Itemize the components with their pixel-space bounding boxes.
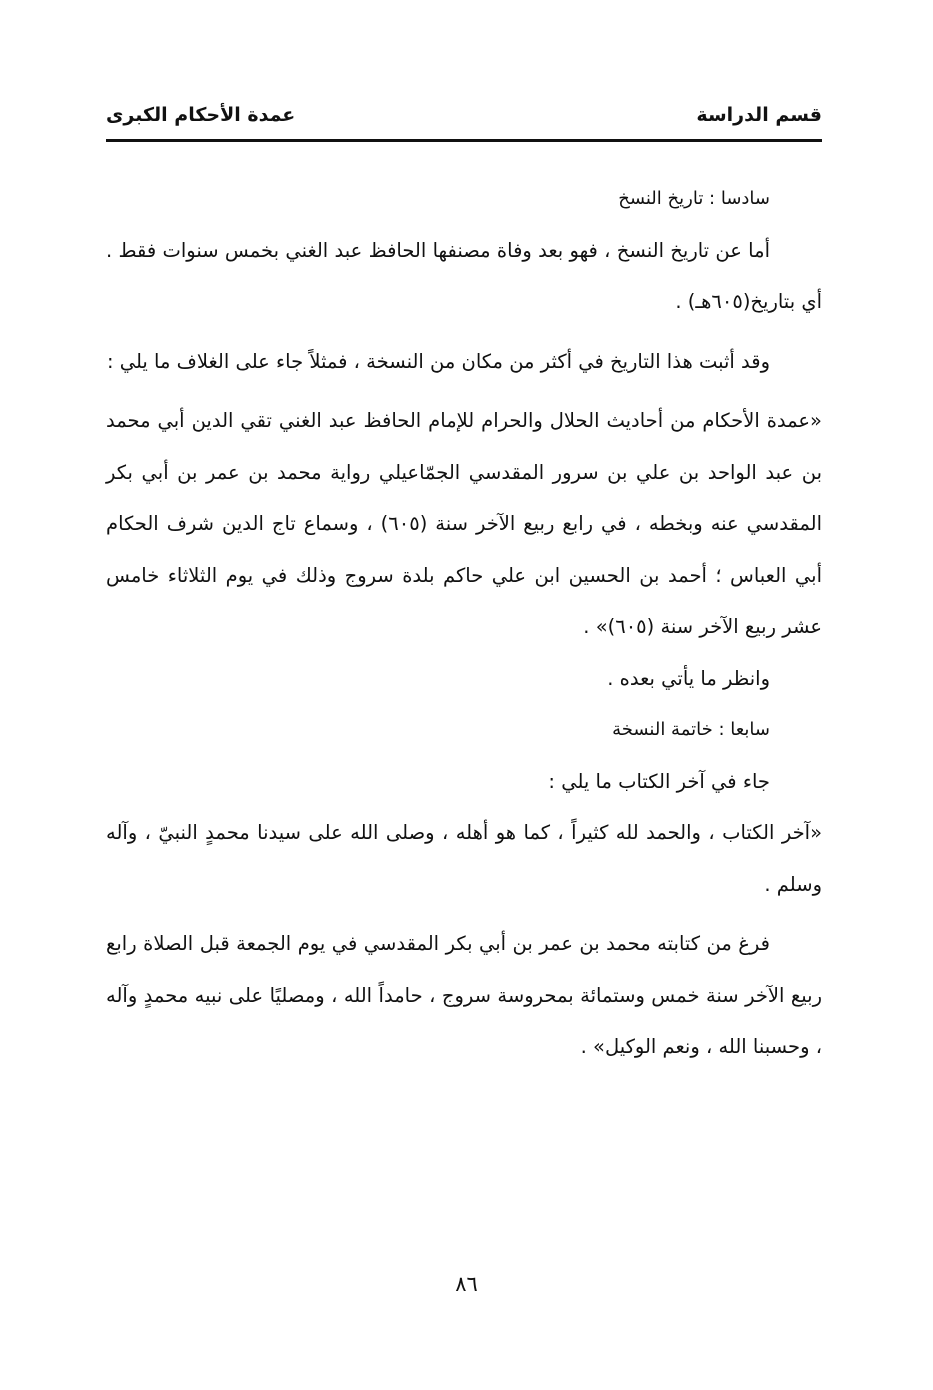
paragraph-colophon-intro: جاء في آخر الكتاب ما يلي :: [548, 769, 770, 793]
paragraph-copy-date: أما عن تاريخ النسخ ، فهو بعد وفاة مصنفها الحافظ عبد الغني بخمس سنوات فقط . أي بتاريخ(٦٠٥هـ) .: [106, 238, 822, 313]
paragraph-colophon-scribe: فرغ من كتابته محمد بن عمر بن أبي بكر المقدسي في يوم الجمعة قبل الصلاة رابع ربيع الآخر سنة خمس وستمائة بمحروسة سروج ، حامداً الله ، ومصليًا على نبيه محمدٍ وآله ، وحسبنا الله ، ونعم الوكيل» .: [106, 932, 822, 1058]
quote-colophon-text: «آخر الكتاب ، والحمد لله كثيراً ، كما هو أهله ، وصلى الله على سيدنا محمدٍ النبيّ ، وآله وسلم .: [106, 821, 822, 896]
running-header: [106, 100, 822, 138]
section-title: قسم الدراسة: [696, 104, 822, 126]
heading-colophon: سابعا : خاتمة النسخة: [612, 719, 770, 740]
quote-cover-text: «عمدة الأحكام من أحاديث الحلال والحرام للإمام الحافظ عبد الغني تقي الدين أبي محمد بن عبد الواحد بن علي بن سرور المقدسي الجمّاعيلي رواية محمد بن عمر بن أبي بكر المقدسي عنه وبخطه ، في رابع ربيع الآخر سنة (٦٠٥) ، وسماع تاج الدين شرف الحكام أبي العباس ؛ أحمد بن الحسين ابن علي حاكم بلدة سروج وذلك في يوم الثلاثاء خامس عشر ربيع الآخر سنة (٦٠٥)» .: [106, 409, 822, 638]
page-number: ٨٦: [455, 1272, 478, 1296]
heading-copy-date: سادسا : تاريخ النسخ: [618, 188, 770, 209]
body-text: [106, 173, 822, 1073]
header-rule: [106, 139, 822, 142]
paragraph-see-below: وانظر ما يأتي بعده .: [607, 666, 770, 690]
book-title: عمدة الأحكام الكبرى: [106, 104, 296, 126]
paragraph-cover-intro: وقد أثبت هذا التاريخ في أكثر من مكان من النسخة ، فمثلاً جاء على الغلاف ما يلي :: [106, 349, 770, 373]
